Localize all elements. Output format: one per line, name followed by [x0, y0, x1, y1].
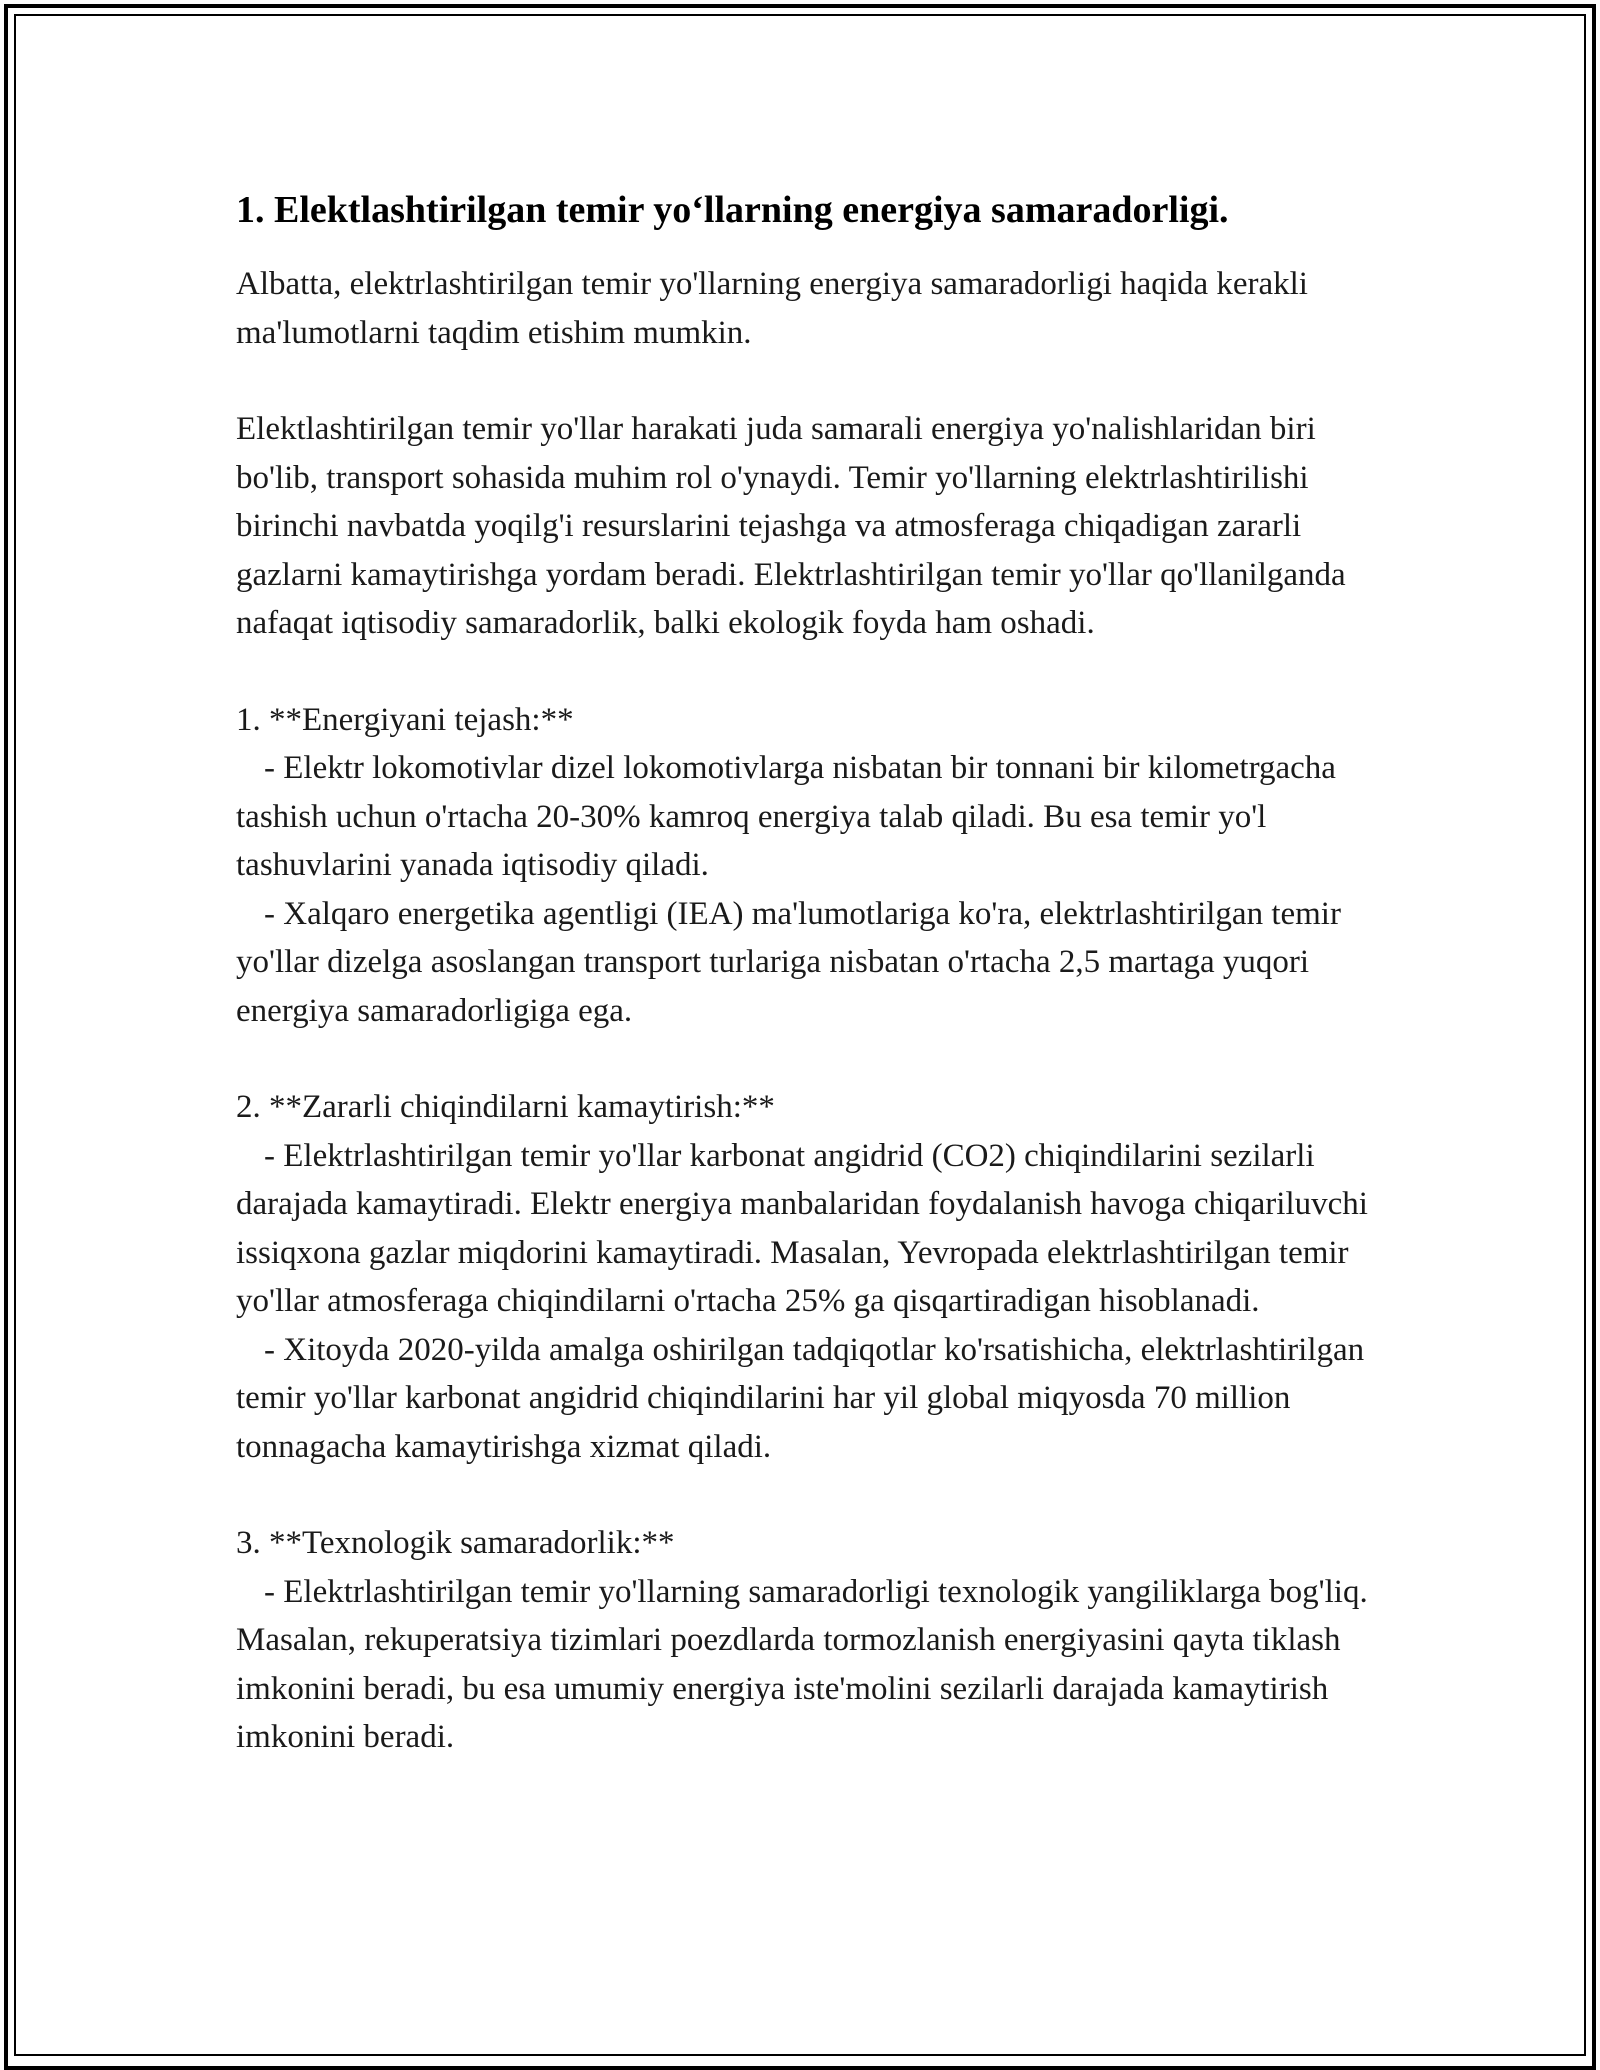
- list-item-bullet: - Elektrlashtirilgan temir yo'llar karbonat angidrid (CO2) chiqindilarini sezilarli darajada kamaytiradi. Elektr energiya manbalaridan foydalanish havoga chiqariluvchi issiqxona gazlar miqdorini kamaytiradi. Masalan, Yevropada elektrlashtirilgan temir yo'llar atmosferaga chiqindilarni o'rtacha 25% ga qisqartiradigan hisoblanadi.: [236, 1137, 1368, 1319]
- intro-paragraph: Albatta, elektrlashtirilgan temir yo'llarning energiya samaradorligi haqida kerakli ma'lumotlarni taqdim etishim mumkin.: [236, 266, 1308, 351]
- list-item-heading: 2. **Zararli chiqindilarni kamaytirish:**: [236, 1089, 775, 1125]
- list-item-bullet: - Xalqaro energetika agentligi (IEA) ma'lumotlariga ko'ra, elektrlashtirilgan temir yo'llar dizelga asoslangan transport turlariga nisbatan o'rtacha 2,5 martaga yuqori energiya samaradorligiga ega.: [236, 895, 1341, 1029]
- document-title: 1. Elektlashtirilgan temir yo‘llarning energiya samaradorligi.: [236, 189, 1229, 231]
- list-item-bullet: - Elektrlashtirilgan temir yo'llarning samaradorligi texnologik yangiliklarga bog'liq. Masalan, rekuperatsiya tizimlari poezdlarda tormozlanish energiyasini qayta tiklash imkonini beradi, bu esa umumiy energiya iste'molini sezilarli darajada kamaytirish imkonini beradi.: [236, 1573, 1368, 1755]
- document-body: [236, 186, 1386, 1810]
- list-item-energy-saving: [236, 696, 1386, 1036]
- list-item-bullet: - Xitoyda 2020-yilda amalga oshirilgan tadqiqotlar ko'rsatishicha, elektrlashtirilgan temir yo'llar karbonat angidrid chiqindilarini har yil global miqyosda 70 million tonnagacha kamaytirishga xizmat qiladi.: [236, 1331, 1365, 1465]
- list-item-heading: 1. **Energiyani tejash:**: [236, 701, 574, 738]
- list-item-heading: 3. **Texnologik samaradorlik:**: [236, 1525, 675, 1561]
- list-item-emissions: [236, 1083, 1386, 1471]
- list-item-technology: [236, 1519, 1386, 1762]
- list-item-bullet: - Elektr lokomotivlar dizel lokomotivlarga nisbatan bir tonnani bir kilometrgacha tashish uchun o'rtacha 20-30% kamroq energiya talab qiladi. Bu esa temir yo'l tashuvlarini yanada iqtisodiy qiladi.: [236, 750, 1336, 883]
- overview-paragraph: Elektlashtirilgan temir yo'llar harakati juda samarali energiya yo'nalishlaridan biri bo'lib, transport sohasida muhim rol o'ynaydi. Temir yo'llarning elektrlashtirilishi birinchi navbatda yoqilg'i resurslarini tejashga va atmosferaga chiqadigan zararli gazlarni kamaytirishga yordam beradi. Elektrlashtirilgan temir yo'llar qo'llanilganda nafaqat iqtisodiy samaradorlik, balki ekologik foyda ham oshadi.: [236, 411, 1346, 641]
